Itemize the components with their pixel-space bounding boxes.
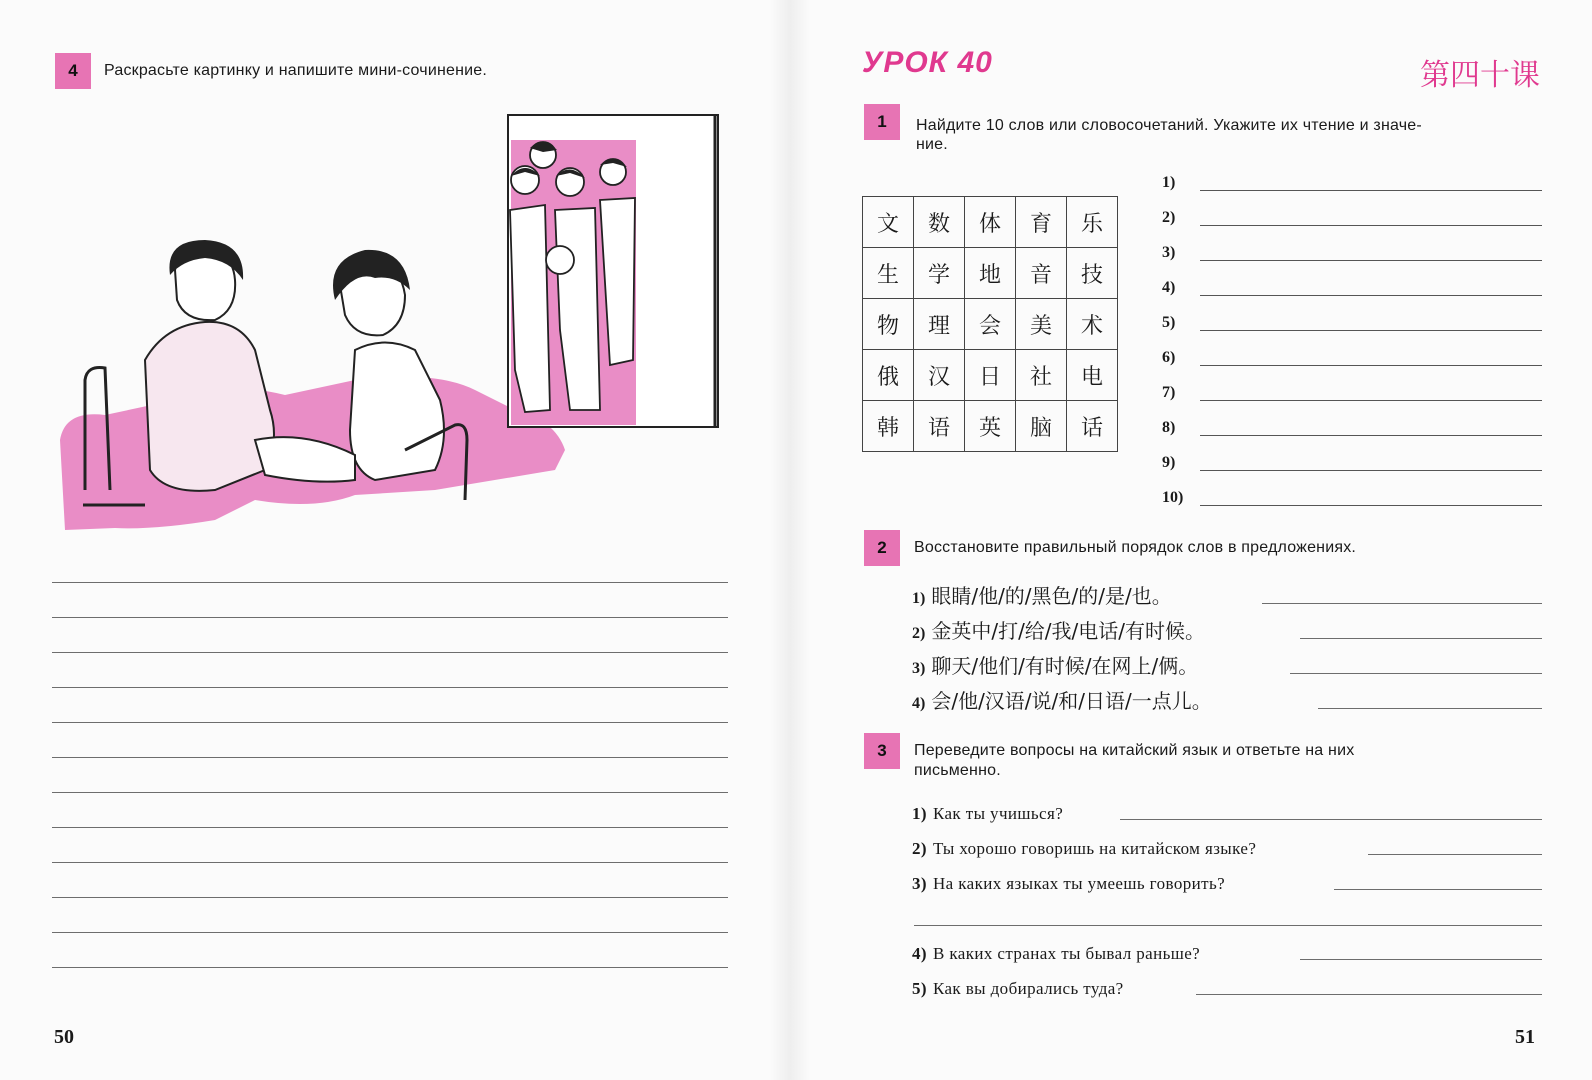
grid-cell[interactable]: 会 (965, 299, 1016, 350)
page-number-right: 51 (1515, 1026, 1535, 1048)
grid-cell[interactable]: 物 (863, 299, 914, 350)
task-4-badge: 4 (55, 53, 91, 89)
answer-line[interactable] (1200, 365, 1542, 366)
question-item (912, 979, 1124, 999)
grid-cell[interactable]: 音 (1016, 248, 1067, 299)
grid-cell[interactable]: 生 (863, 248, 914, 299)
answer-label: 8) (1162, 419, 1176, 436)
writing-line[interactable] (52, 967, 728, 968)
task-2-instruction: Восстановите правильный порядок слов в предложениях. (914, 539, 1357, 556)
answer-line[interactable] (1200, 190, 1542, 191)
task-1-instruction-line2: ние. (916, 136, 948, 153)
item-number: 4) (912, 695, 926, 712)
answer-label: 2) (1162, 209, 1176, 226)
question-item (912, 804, 1063, 824)
answer-line[interactable] (1200, 295, 1542, 296)
answer-line[interactable] (1200, 470, 1542, 471)
answer-line[interactable] (1200, 225, 1542, 226)
item-text: Ты хорошо говоришь на китайском языке? (932, 839, 1257, 858)
item-number: 3) (912, 874, 927, 893)
writing-line[interactable] (52, 582, 728, 583)
task-3-instruction-line2: письменно. (914, 762, 1001, 779)
writing-line[interactable] (52, 862, 728, 863)
writing-line[interactable] (52, 722, 728, 723)
grid-cell[interactable]: 体 (965, 197, 1016, 248)
writing-line[interactable] (52, 792, 728, 793)
grid-cell[interactable]: 语 (914, 401, 965, 452)
answer-label: 5) (1162, 314, 1176, 331)
answer-label: 3) (1162, 244, 1176, 261)
item-number: 3) (912, 660, 926, 677)
answer-label: 9) (1162, 454, 1176, 471)
reorder-item (912, 580, 1172, 609)
answer-line[interactable] (1290, 673, 1542, 674)
grid-cell[interactable]: 技 (1067, 248, 1118, 299)
character-grid (862, 196, 1118, 452)
lesson-title: УРОК 40 (862, 46, 993, 79)
task-1-instruction-line1: Найдите 10 слов или словосочетаний. Укажите их чтение и значе- (916, 117, 1422, 134)
answer-line[interactable] (1200, 505, 1542, 506)
answer-line[interactable] (1300, 959, 1542, 960)
answer-label: 7) (1162, 384, 1176, 401)
grid-cell[interactable]: 学 (914, 248, 965, 299)
writing-line[interactable] (52, 687, 728, 688)
grid-cell[interactable]: 俄 (863, 350, 914, 401)
item-text: Как ты учишься? (932, 804, 1064, 823)
item-text: В каких странах ты бывал раньше? (932, 944, 1201, 963)
writing-line[interactable] (52, 757, 728, 758)
task-3-badge: 3 (864, 733, 900, 769)
grid-cell[interactable]: 社 (1016, 350, 1067, 401)
item-text: 金英中/打/给/我/电话/有时候。 (931, 619, 1206, 643)
grid-cell[interactable]: 英 (965, 401, 1016, 452)
reorder-item (912, 615, 1205, 644)
writing-line[interactable] (52, 827, 728, 828)
grid-cell[interactable]: 理 (914, 299, 965, 350)
lesson-title-cn: 第四十课 (1420, 58, 1540, 93)
answer-line[interactable] (1300, 638, 1542, 639)
answer-line[interactable] (914, 925, 1542, 926)
answer-line[interactable] (1262, 603, 1542, 604)
item-number: 1) (912, 590, 926, 607)
item-text: Как вы добирались туда? (932, 979, 1124, 998)
page-number-left: 50 (54, 1026, 74, 1048)
answer-line[interactable] (1200, 400, 1542, 401)
item-text: 会/他/汉语/说/和/日语/一点儿。 (931, 689, 1212, 713)
answer-line[interactable] (1334, 889, 1542, 890)
grid-cell[interactable]: 文 (863, 197, 914, 248)
grid-cell[interactable]: 育 (1016, 197, 1067, 248)
item-number: 5) (912, 979, 927, 998)
item-text: 聊天/他们/有时候/在网上/俩。 (931, 654, 1199, 678)
answer-line[interactable] (1120, 819, 1542, 820)
task-1-badge: 1 (864, 104, 900, 140)
reorder-item (912, 685, 1212, 714)
grid-cell[interactable]: 美 (1016, 299, 1067, 350)
task-2-badge: 2 (864, 530, 900, 566)
question-item (912, 874, 1225, 894)
answer-line[interactable] (1368, 854, 1542, 855)
grid-cell[interactable]: 话 (1067, 401, 1118, 452)
book-gutter (770, 0, 810, 1080)
grid-cell[interactable]: 脑 (1016, 401, 1067, 452)
writing-line[interactable] (52, 897, 728, 898)
answer-line[interactable] (1200, 330, 1542, 331)
writing-line[interactable] (52, 932, 728, 933)
answer-line[interactable] (1200, 260, 1542, 261)
grid-cell[interactable]: 乐 (1067, 197, 1118, 248)
grid-cell[interactable]: 数 (914, 197, 965, 248)
question-item (912, 944, 1200, 964)
grid-cell[interactable]: 日 (965, 350, 1016, 401)
grid-cell[interactable]: 韩 (863, 401, 914, 452)
answer-label: 4) (1162, 279, 1176, 296)
answer-line[interactable] (1200, 435, 1542, 436)
answer-label: 6) (1162, 349, 1176, 366)
grid-cell[interactable]: 电 (1067, 350, 1118, 401)
writing-line[interactable] (52, 652, 728, 653)
answer-label: 1) (1162, 174, 1176, 191)
item-number: 1) (912, 804, 927, 823)
question-item (912, 839, 1256, 859)
item-text: На каких языках ты умеешь говорить? (932, 874, 1226, 893)
writing-line[interactable] (52, 617, 728, 618)
grid-cell[interactable]: 术 (1067, 299, 1118, 350)
nurse-bandaging-boy-icon (55, 110, 745, 550)
answer-line[interactable] (1318, 708, 1542, 709)
item-number: 2) (912, 625, 926, 642)
item-number: 2) (912, 839, 927, 858)
answer-label: 10) (1162, 489, 1184, 506)
answer-line[interactable] (1196, 994, 1542, 995)
grid-cell[interactable]: 汉 (914, 350, 965, 401)
task-3-instruction-line1: Переведите вопросы на китайский язык и ответьте на них (914, 742, 1355, 759)
reorder-item (912, 650, 1198, 679)
task-4-instruction: Раскрасьте картинку и напишите мини-сочинение. (104, 62, 488, 79)
item-text: 眼睛/他/的/黑色/的/是/也。 (931, 584, 1172, 608)
item-number: 4) (912, 944, 927, 963)
grid-cell[interactable]: 地 (965, 248, 1016, 299)
